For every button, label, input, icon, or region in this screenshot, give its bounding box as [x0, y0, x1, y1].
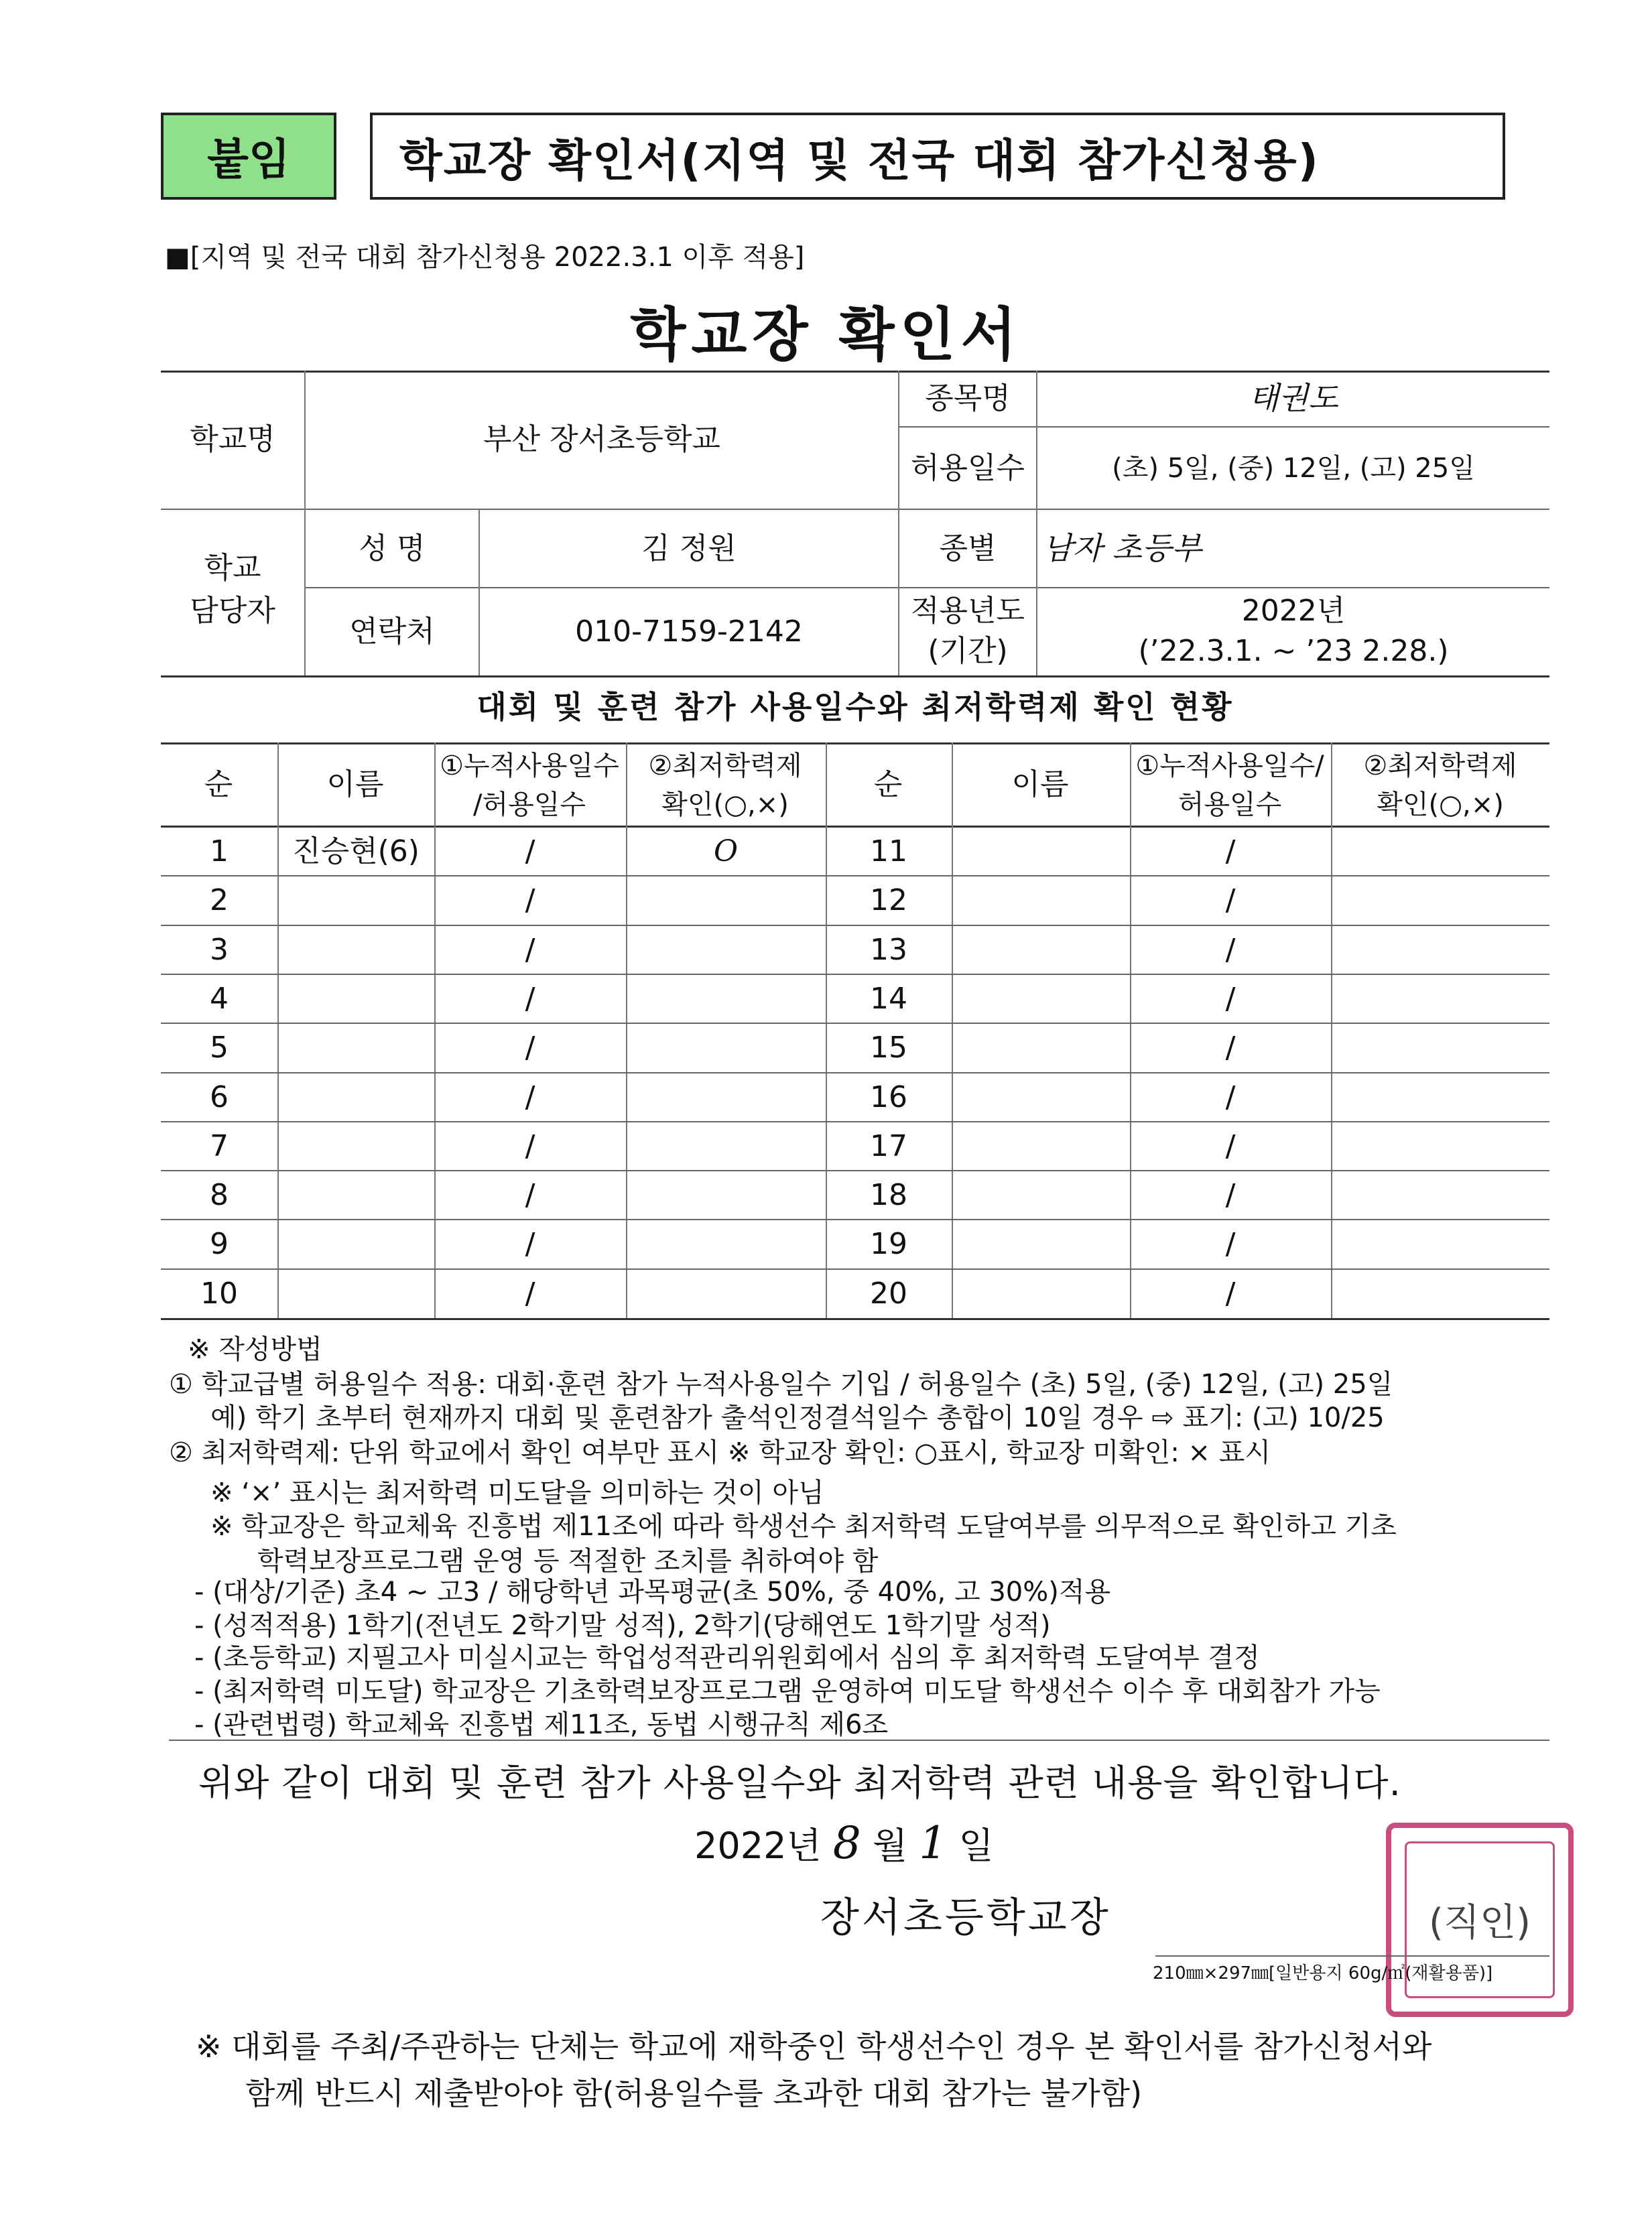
col-header-no-right: 순 [873, 767, 903, 802]
row-number-right: 17 [870, 1128, 907, 1163]
instruction-item: ※ 학교장은 학교체육 진흥법 제11조에 따라 학생선수 최저학력 도달여부를 의무적으로 확인하고 기초 [210, 1511, 1397, 1542]
row-min-check [626, 1220, 826, 1268]
instruction-item: 예) 학기 초부터 현재까지 대회 및 훈련참가 출석인정결석일수 총합이 10일 경우 ⇨ 표기: (고) 10/25 [210, 1402, 1385, 1433]
row-number: 9 [210, 1226, 229, 1261]
applicability-note: ■[지역 및 전국 대회 참가신청용 2022.3.1 이후 적용] [165, 242, 805, 273]
row-min-check [626, 1023, 826, 1072]
row-days-slash: / [525, 1226, 535, 1261]
year-value: 2022년 [1241, 594, 1346, 629]
row-min-check [626, 1073, 826, 1122]
row-number: 6 [210, 1080, 229, 1114]
year-label-line1: 적용년도 [910, 594, 1025, 629]
row-name [277, 1220, 434, 1268]
attachment-tag: 붙임 [161, 113, 336, 200]
table-bottom-rule [161, 1318, 1549, 1320]
instruction-item: ① 학교급별 허용일수 적용: 대회·훈련 참가 누적사용일수 기입 / 허용일수 (초) 5일, (중) 12일, (고) 25일 [169, 1369, 1393, 1400]
col-header-days-line2: /허용일수 [472, 789, 586, 820]
date-month: 8 [832, 1817, 861, 1869]
seal-label: (직인) [1429, 1901, 1531, 1945]
table-column-divider [952, 742, 953, 1318]
row-days-slash-right: / [1225, 883, 1236, 917]
footer-note-line2: 함께 반드시 제출받아야 함(허용일수를 초과한 대회 참가는 불가함) [245, 2075, 1143, 2111]
row-days-slash-right: / [1225, 1128, 1236, 1163]
paper-spec: 210㎜×297㎜[일반용지 60g/㎡(재활용품)] [1153, 1963, 1493, 1983]
principal-title: 장서초등학교장 [820, 1894, 1111, 1941]
col-header-min-right-line2: 확인(○,×) [1377, 789, 1504, 820]
allowed-days-label: 허용일수 [910, 450, 1025, 485]
row-number-right: 11 [870, 834, 907, 868]
spec-rule [1155, 1955, 1549, 1957]
row-name [277, 1269, 434, 1318]
row-number: 3 [210, 932, 229, 967]
col-header-days-line1: ①누적사용일수 [440, 750, 619, 781]
footer-note-line1: ※ 대회를 주최/주관하는 단체는 학교에 재학중인 학생선수인 경우 본 확인서를 참가신청서와 [196, 2028, 1432, 2065]
info-bottom-rule [161, 675, 1549, 677]
status-section-title: 대회 및 훈련 참가 사용일수와 최저학력제 확인 현황 [476, 688, 1234, 725]
row-name [277, 974, 434, 1023]
row-number-right: 15 [870, 1030, 907, 1065]
instruction-item: - (대상/기준) 초4 ~ 고3 / 해당학년 과목평균(초 50%, 중 40%, 고 30%)적용 [194, 1577, 1111, 1608]
row-min-check [626, 974, 826, 1023]
row-name: 진승현(6) [292, 834, 420, 868]
event-label: 종목명 [925, 381, 1011, 415]
instruction-item: ② 최저학력제: 단위 학교에서 확인 여부만 표시 ※ 학교장 확인: ○표시, 학교장 미확인: × 표시 [169, 1437, 1271, 1468]
category-label: 종별 [939, 531, 997, 566]
instruction-item: - (최저학력 미도달) 학교장은 기초학력보장프로그램 운영하여 미도달 학생선수 이수 후 대회참가 가능 [194, 1676, 1381, 1707]
row-days-slash: / [525, 1080, 535, 1114]
row-name [277, 1171, 434, 1220]
instruction-item: 학력보장프로그램 운영 등 적절한 조치를 취하여야 함 [257, 1546, 879, 1577]
row-days-slash-right: / [1225, 1030, 1236, 1065]
date-day-unit: 일 [958, 1825, 994, 1867]
manager-name-value: 김 정원 [641, 531, 737, 566]
col-header-min-line2: 확인(○,×) [661, 789, 789, 820]
school-name-value: 부산 장서초등학교 [483, 422, 721, 457]
row-days-slash-right: / [1225, 981, 1236, 1016]
col-header-min-line1: ②최저학력제 [648, 750, 802, 781]
row-days-slash: / [525, 1128, 535, 1163]
row-number: 5 [210, 1030, 229, 1065]
col-header-no: 순 [204, 767, 233, 802]
date-month-unit: 월 [872, 1825, 908, 1867]
row-number: 2 [210, 883, 229, 917]
notes-rule [169, 1740, 1549, 1741]
col-header-days-right-line2: 허용일수 [1178, 789, 1282, 820]
col-header-name-right: 이름 [1011, 767, 1069, 802]
row-days-slash-right: / [1225, 834, 1236, 868]
allowed-days-value: (초) 5일, (중) 12일, (고) 25일 [1112, 452, 1475, 484]
row-name [277, 1073, 434, 1122]
instruction-item: - (성적적용) 1학기(전년도 2학기말 성적), 2학기(당해연도 1학기말 성적) [194, 1610, 1051, 1641]
row-min-check [626, 876, 826, 925]
school-name-label: 학교명 [190, 422, 275, 457]
category-value: 남자 초등부 [1043, 530, 1202, 567]
date-day: 1 [919, 1817, 948, 1869]
row-days-slash-right: / [1225, 1080, 1236, 1114]
row-number-right: 12 [870, 883, 907, 917]
row-number-right: 13 [870, 932, 907, 967]
row-days-slash-right: / [1225, 1177, 1236, 1212]
row-number: 1 [210, 834, 229, 868]
name-label: 성 명 [359, 531, 426, 566]
row-days-slash: / [525, 932, 535, 967]
row-number-right: 20 [870, 1276, 907, 1311]
row-days-slash-right: / [1225, 1226, 1236, 1261]
official-seal [1386, 1823, 1574, 2017]
date-year: 2022년 [694, 1825, 822, 1867]
col-header-name: 이름 [326, 767, 384, 802]
year-label-line2: (기간) [928, 634, 1008, 669]
row-days-slash: / [525, 1177, 535, 1212]
row-min-check [626, 1122, 826, 1171]
document-title: 학교장 확인서 [630, 302, 1022, 369]
instruction-item: - (초등학교) 지필고사 미실시교는 학업성적관리위원회에서 심의 후 최저학력 도달여부 결정 [194, 1642, 1260, 1673]
row-min-check [626, 925, 826, 974]
row-min-check [626, 1171, 826, 1220]
row-number: 4 [210, 981, 229, 1016]
confirmation-statement: 위와 같이 대회 및 훈련 참가 사용일수와 최저학력 관련 내용을 확인합니다. [198, 1762, 1401, 1804]
contact-label: 연락처 [349, 614, 435, 649]
row-days-slash: / [525, 1276, 535, 1311]
contact-value: 010-7159-2142 [575, 614, 803, 649]
col-header-min-right-line1: ②최저학력제 [1363, 750, 1517, 781]
period-value: (’22.3.1. ~ ’23 2.28.) [1138, 634, 1449, 669]
row-days-slash-right: / [1225, 1276, 1236, 1311]
row-days-slash-right: / [1225, 932, 1236, 967]
table-column-divider [1331, 742, 1332, 1318]
event-value: 태권도 [1249, 380, 1338, 417]
row-number-right: 19 [870, 1226, 907, 1261]
row-number: 7 [210, 1128, 229, 1163]
row-days-slash: / [525, 883, 535, 917]
row-days-slash: / [525, 981, 535, 1016]
row-name [277, 925, 434, 974]
row-number-right: 16 [870, 1080, 907, 1114]
manager-label-line1: 학교 [204, 551, 261, 586]
row-name [277, 1122, 434, 1171]
form-title-box: 학교장 확인서(지역 및 전국 대회 참가신청용) [370, 113, 1505, 200]
manager-label-line2: 담당자 [190, 594, 275, 629]
row-name [277, 876, 434, 925]
confirmation-date [694, 1817, 994, 1869]
row-number-right: 18 [870, 1177, 907, 1212]
row-days-slash: / [525, 834, 535, 868]
col-header-days-right-line1: ①누적사용일수/ [1135, 750, 1324, 781]
row-number-right: 14 [870, 981, 907, 1016]
row-name [277, 1023, 434, 1072]
row-min-check: O [713, 834, 739, 868]
row-min-check [626, 1269, 826, 1318]
row-number: 8 [210, 1177, 229, 1212]
row-number: 10 [200, 1276, 238, 1311]
instruction-item: ※ ‘×’ 표시는 최저학력 미도달을 의미하는 것이 아님 [210, 1478, 824, 1508]
instructions-heading: ※ 작성방법 [188, 1334, 322, 1365]
instruction-item: - (관련법령) 학교체육 진흥법 제11조, 동법 시행규칙 제6조 [194, 1709, 889, 1740]
row-days-slash: / [525, 1030, 535, 1065]
